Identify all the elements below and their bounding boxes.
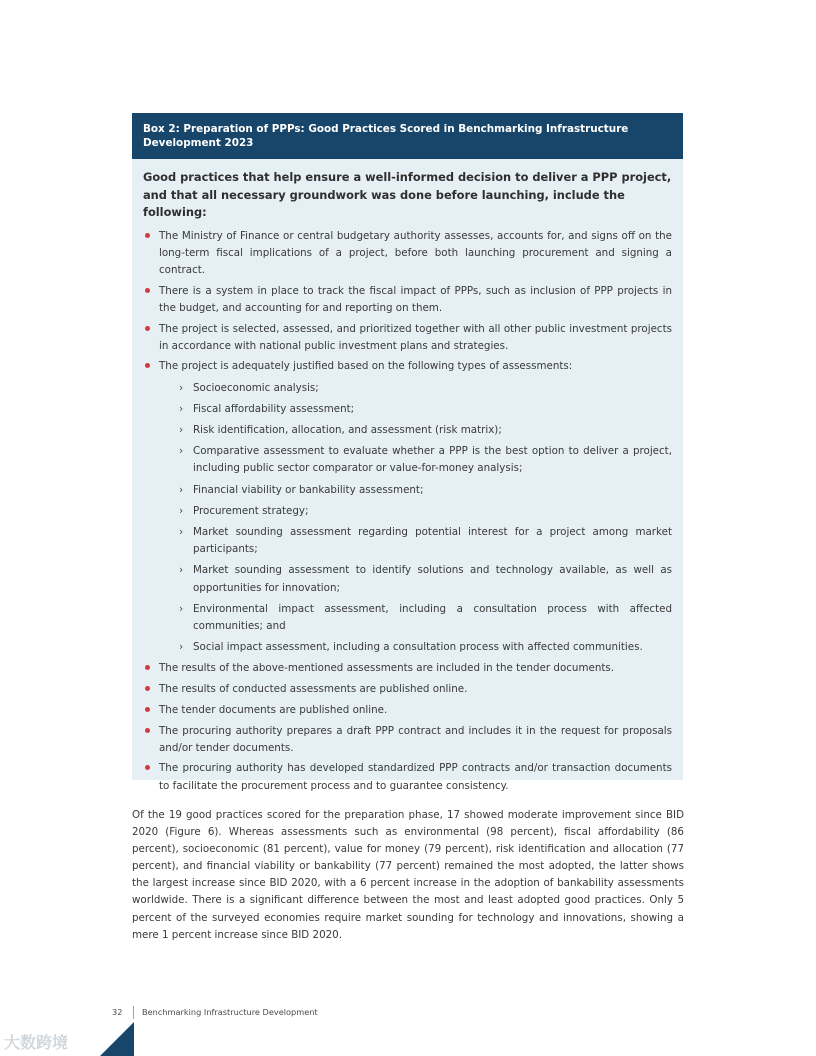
bullet-icon (145, 765, 150, 770)
bullet-icon (145, 326, 150, 331)
box-2 (132, 113, 683, 792)
list-item: The results of conducted assessments are published online. (143, 681, 672, 698)
bullet-icon (145, 686, 150, 691)
body-paragraph: Of the 19 good practices scored for the preparation phase, 17 showed moderate improvement since BID 2020 (Figure 6). Whereas assessments such as environmental (98 percent), fiscal affordability (86 percent), socioeconomic (81 percent), value for money (79 percent), risk identification and allocation (77 percent), and financial viability or bankability (77 percent) remained the most adopted, the latter shows the largest increase since BID 2020, with a 6 percent increase in the adoption of bankability assessments worldwide. There is a significant difference between the most and least adopted good practices. Only 5 percent of the surveyed economies require market sounding for technology and innovations, showing a mere 1 percent increase since BID 2020. (132, 809, 684, 941)
sub-list-item: › Risk identification, allocation, and assessment (risk matrix); (177, 422, 672, 439)
list-item: The results of the above-mentioned assessments are included in the tender documents. (143, 660, 672, 677)
bullet-icon (145, 665, 150, 670)
chevron-right-icon: › (179, 641, 184, 654)
bullet-icon (145, 728, 150, 733)
list-item: The project is adequately justified based on the following types of assessments: › Socioeconomic analysis; › Fiscal affordability assessment; › Risk identification, allocation, and assessment (risk matrix); › Comparative assessment to evaluate whether a PPP is the best option to deliver a project, including public sector comparator or value-for-money analysis; › Financial viability or bankability assessment; › Procurement strategy; › Market sounding assessment regarding potential interest for a project among market participants; › Market sounding assessment to identify solutions and technology available, as well as opportunities for innovation; › Environmental impact assessment, including a consultation process with affected communities; and › Social impact assessment, including a consultation process with affected communities. (143, 358, 672, 656)
chevron-right-icon: › (179, 564, 184, 577)
bullet-list (143, 228, 672, 795)
watermark: 大数跨境 (4, 1033, 69, 1052)
chevron-right-icon: › (179, 483, 184, 496)
sub-list-item: › Procurement strategy; (177, 503, 672, 520)
bullet-icon (145, 288, 150, 293)
list-item: The procuring authority has developed standardized PPP contracts and/or transaction documents to facilitate the procurement process and to guarantee consistency. (143, 760, 672, 794)
chevron-right-icon: › (179, 526, 184, 539)
chevron-right-icon: › (179, 504, 184, 517)
chevron-right-icon: › (179, 424, 184, 437)
list-item: The procuring authority prepares a draft PPP contract and includes it in the request for proposals and/or tender documents. (143, 723, 672, 757)
sub-list-item: › Market sounding assessment regarding potential interest for a project among market participants; (179, 526, 672, 556)
box-title: Box 2: Preparation of PPPs: Good Practices Scored in Benchmarking Infrastructure Development 2023 (132, 113, 683, 159)
box-body (132, 159, 683, 795)
sub-list-item: › Financial viability or bankability assessment; (177, 482, 672, 499)
sub-list-item: › Environmental impact assessment, including a consultation process with affected communities; and (179, 602, 672, 633)
page-number: 32 (112, 1007, 123, 1017)
box-intro: Good practices that help ensure a well-informed decision to deliver a PPP project, and that all necessary groundwork was done before launching, include the following: (143, 170, 672, 219)
bullet-icon (145, 363, 150, 368)
sub-list-item: › Socioeconomic analysis; (177, 380, 672, 397)
list-item: The tender documents are published online. (143, 702, 672, 719)
bullet-icon (145, 707, 150, 712)
corner-triangle-decoration (100, 1022, 134, 1056)
chevron-right-icon: › (179, 602, 184, 615)
chevron-right-icon: › (179, 402, 184, 415)
chevron-right-icon: › (179, 445, 184, 458)
sub-list (159, 380, 672, 657)
chevron-right-icon: › (179, 381, 184, 394)
sub-list-item: › Market sounding assessment to identify solutions and technology available, as well as opportunities for innovation; (179, 564, 672, 594)
sub-list-item: › Social impact assessment, including a consultation process with affected communities. (177, 639, 672, 656)
list-item: The Ministry of Finance or central budgetary authority assesses, accounts for, and signs off on the long-term fiscal implications of a project, before both launching procurement and signing a contract. (143, 228, 672, 280)
sub-list-item: › Fiscal affordability assessment; (177, 401, 672, 418)
footer-divider (133, 1006, 134, 1019)
page-footer (112, 1005, 318, 1019)
list-item: There is a system in place to track the fiscal impact of PPPs, such as inclusion of PPP projects in the budget, and accounting for and reporting on them. (143, 283, 672, 317)
bullet-icon (145, 233, 150, 238)
publication-title: Benchmarking Infrastructure Development (142, 1007, 318, 1017)
list-item: The project is selected, assessed, and prioritized together with all other public investment projects in accordance with national public investment plans and strategies. (143, 321, 672, 355)
sub-list-item: › Comparative assessment to evaluate whether a PPP is the best option to deliver a project, including public sector comparator or value-for-money analysis; (179, 445, 672, 475)
